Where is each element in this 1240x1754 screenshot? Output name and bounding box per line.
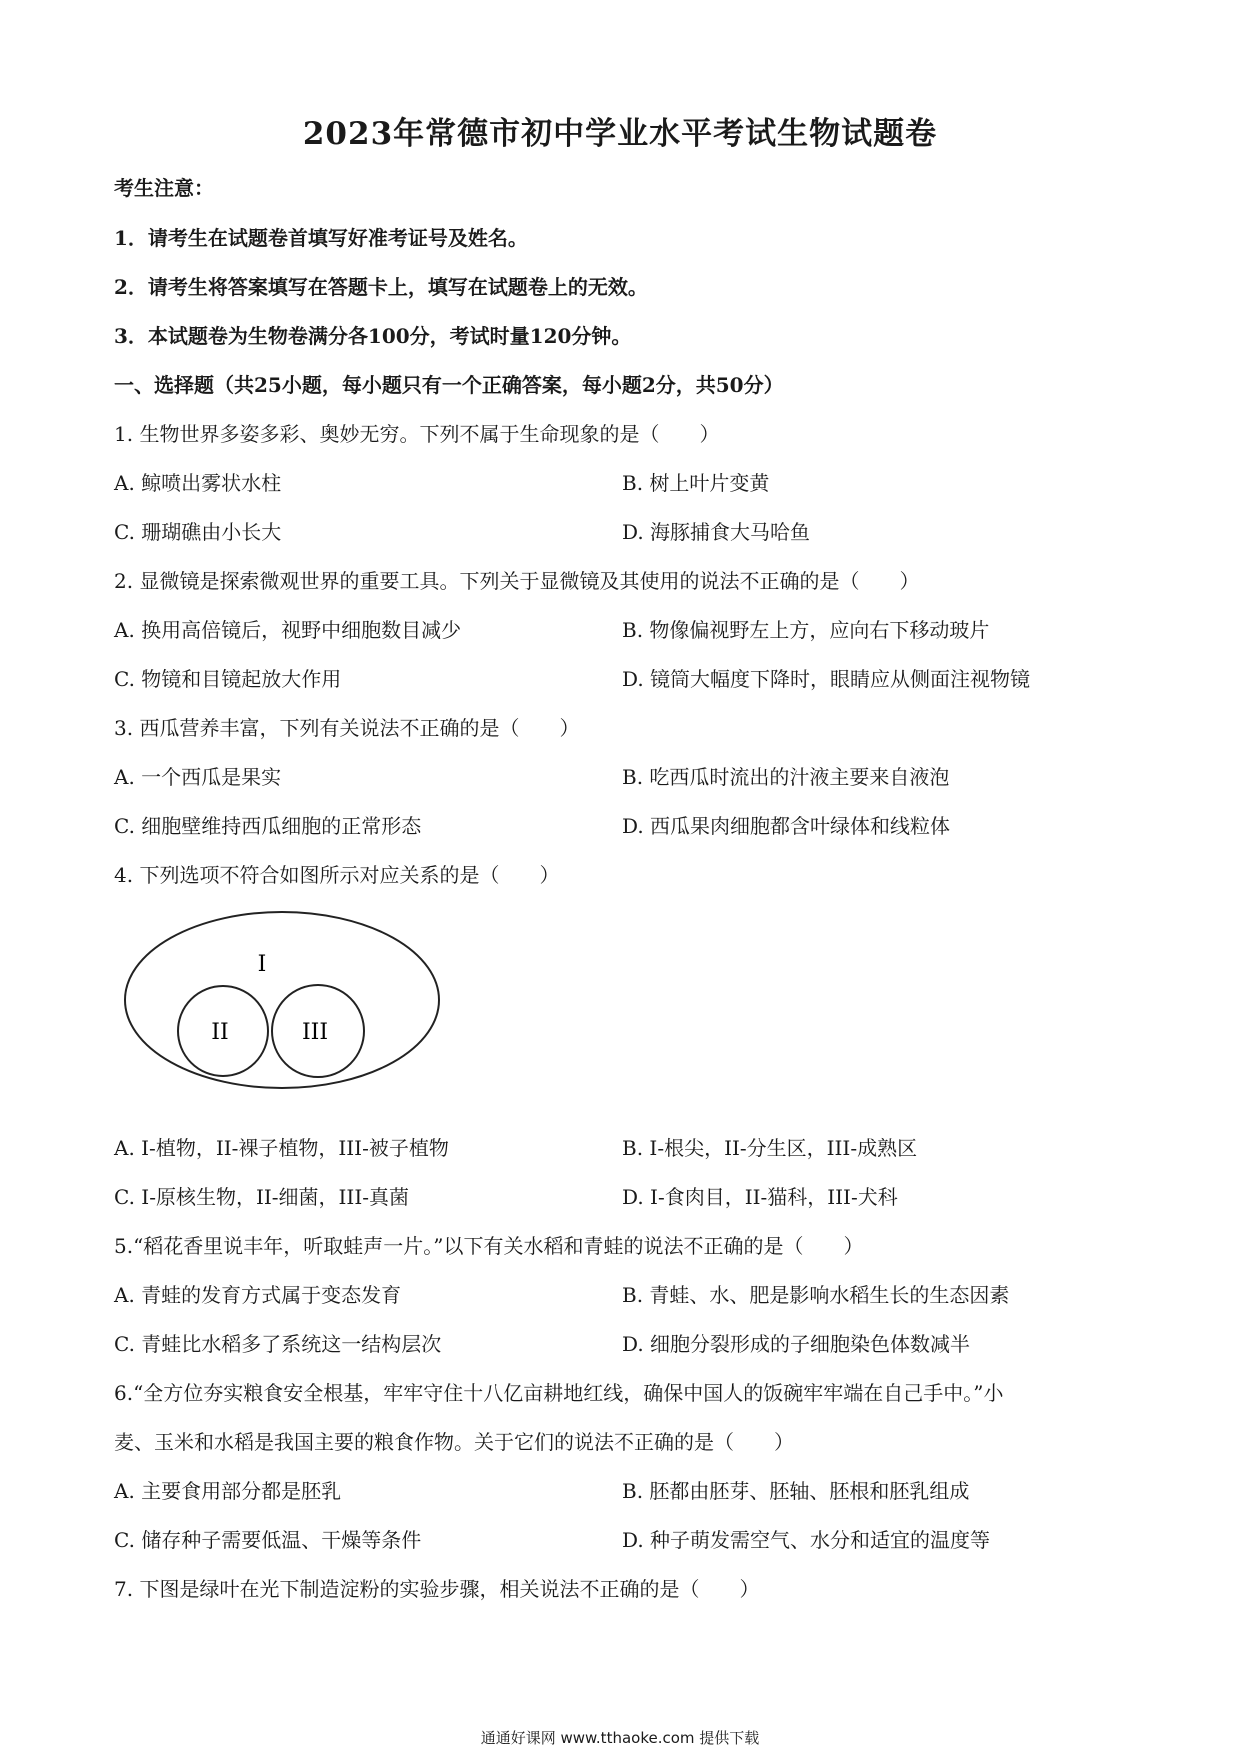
venn-diagram (122, 908, 442, 1098)
question-stem: 4. 下列选项不符合如图所示对应关系的是（ ） (114, 863, 560, 887)
page-title: 2023年常德市初中学业水平考试生物试题卷 (302, 116, 938, 152)
option-d: D. 镜筒大幅度下降时，眼睛应从侧面注视物镜 (622, 667, 1031, 691)
option-b: B. 胚都由胚芽、胚轴、胚根和胚乳组成 (622, 1479, 970, 1503)
question-stem: 6.“全方位夯实粮食安全根基，牢牢守住十八亿亩耕地红线，确保中国人的饭碗牢牢端在自己手中。”小 (114, 1381, 1004, 1405)
option-c: C. 青蛙比水稻多了系统这一结构层次 (114, 1332, 442, 1356)
option-c: C. 细胞壁维持西瓜细胞的正常形态 (114, 814, 422, 838)
option-c: C. 物镜和目镜起放大作用 (114, 667, 342, 691)
outer-ellipse (125, 912, 439, 1088)
notice-item: 2．请考生将答案填写在答题卡上，填写在试题卷上的无效。 (114, 275, 648, 299)
option-a: A. 青蛙的发育方式属于变态发育 (114, 1283, 402, 1307)
question-stem: 5.“稻花香里说丰年，听取蛙声一片。”以下有关水稻和青蛙的说法不正确的是（ ） (114, 1234, 864, 1258)
option-c: C. I-原核生物，II-细菌，III-真菌 (114, 1185, 409, 1209)
option-a: A. 主要食用部分都是胚乳 (114, 1479, 342, 1503)
option-a: A. 一个西瓜是果实 (114, 765, 282, 789)
option-b: B. 树上叶片变黄 (622, 471, 770, 495)
option-c: C. 珊瑚礁由小长大 (114, 520, 282, 544)
question-stem-continued: 麦、玉米和水稻是我国主要的粮食作物。关于它们的说法不正确的是（ ） (114, 1430, 794, 1454)
option-a: A. 鲸喷出雾状水柱 (114, 471, 282, 495)
option-a: A. I-植物，II-裸子植物，III-被子植物 (114, 1136, 449, 1160)
question-stem: 7. 下图是绿叶在光下制造淀粉的实验步骤，相关说法不正确的是（ ） (114, 1577, 760, 1601)
question-stem: 1. 生物世界多姿多彩、奥妙无穷。下列不属于生命现象的是（ ） (114, 422, 720, 446)
option-b: B. 青蛙、水、肥是影响水稻生长的生态因素 (622, 1283, 1010, 1307)
notice-item: 3．本试题卷为生物卷满分各100分，考试时量120分钟。 (114, 324, 632, 348)
label-outer: I (257, 952, 267, 977)
option-b: B. 物像偏视野左上方，应向右下移动玻片 (622, 618, 990, 642)
page-footer: 通通好课网 www.tthaoke.com 提供下载 (480, 1729, 760, 1747)
label-right: III (301, 1020, 329, 1045)
option-d: D. 种子萌发需空气、水分和适宜的温度等 (622, 1528, 991, 1552)
label-left: II (211, 1020, 229, 1045)
option-d: D. 西瓜果肉细胞都含叶绿体和线粒体 (622, 814, 951, 838)
option-b: B. 吃西瓜时流出的汁液主要来自液泡 (622, 765, 950, 789)
question-stem: 3. 西瓜营养丰富，下列有关说法不正确的是（ ） (114, 716, 580, 740)
option-a: A. 换用高倍镜后，视野中细胞数目减少 (114, 618, 462, 642)
option-c: C. 储存种子需要低温、干燥等条件 (114, 1528, 422, 1552)
section-heading: 一、选择题（共25小题，每小题只有一个正确答案，每小题2分，共50分） (114, 373, 784, 397)
option-b: B. I-根尖，II-分生区，III-成熟区 (622, 1136, 918, 1160)
option-d: D. 细胞分裂形成的子细胞染色体数减半 (622, 1332, 971, 1356)
option-d: D. I-食肉目，II-猫科，III-犬科 (622, 1185, 898, 1209)
option-d: D. 海豚捕食大马哈鱼 (622, 520, 811, 544)
notice-heading: 考生注意： (114, 176, 214, 200)
question-stem: 2. 显微镜是探索微观世界的重要工具。下列关于显微镜及其使用的说法不正确的是（ ） (114, 569, 920, 593)
notice-item: 1．请考生在试题卷首填写好准考证号及姓名。 (114, 226, 528, 250)
